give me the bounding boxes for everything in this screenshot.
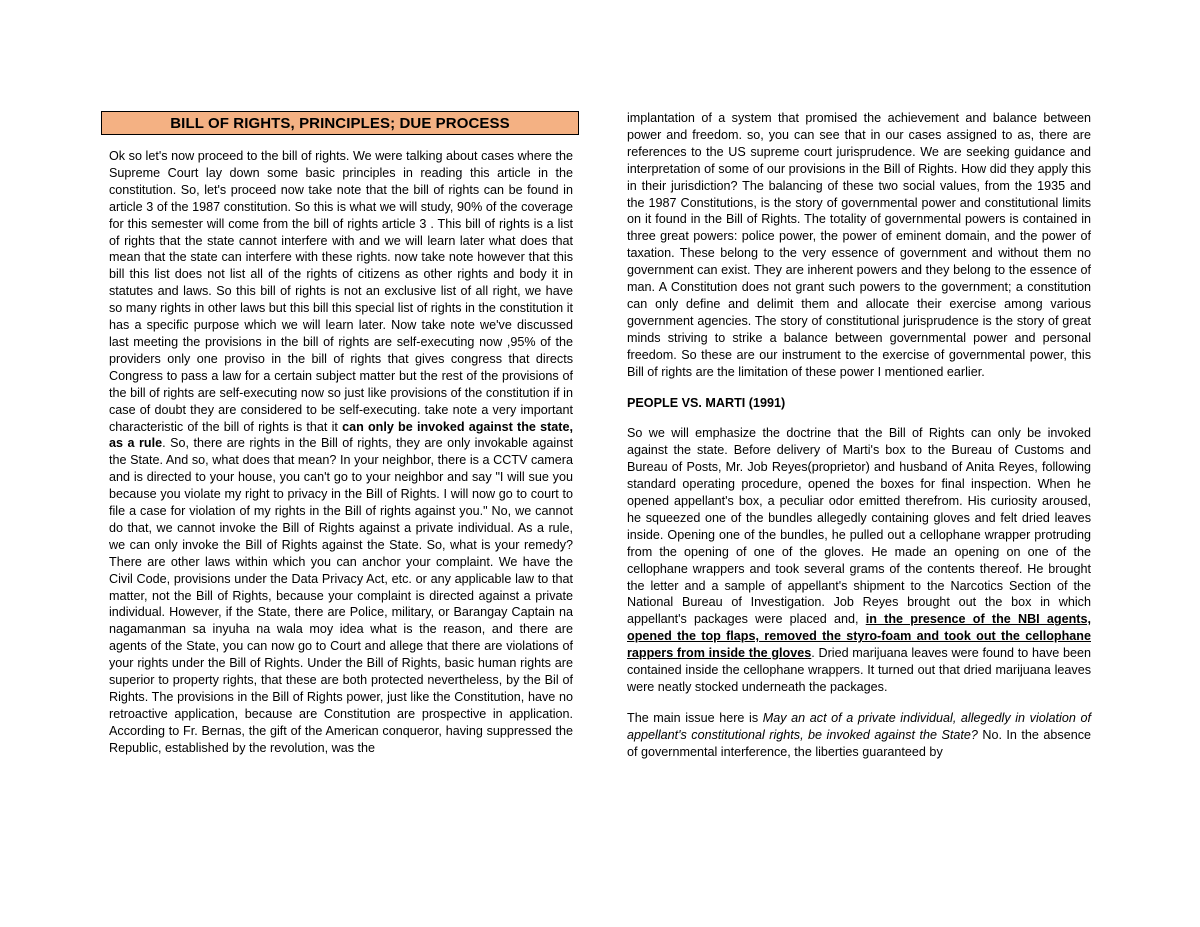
left-paragraph-text-b: . So, there are rights in the Bill of rights, they are only invokable against the State. And so, what does that mean? In your neighbor, there is a CCTV camera and is directed to your house, you can't go to your neighbor and say "I will sue you because you violate my right to privacy in the Bill of Rights. I will now go to court to file a case for violation of my rights in the Bill of rights against you." No, we cannot do that, we cannot invoke the Bill of Rights against a private individual. As a rule, we can only invoke the Bill of Rights against the State. So, what is your remedy? There are other laws within which you can anchor your complaint. We have the Civil Code, provisions under the Data Privacy Act, etc. or any applicable law to that matter, not the Bill of Rights, because your complaint is directed against a private individual. However, if the State, there are Police, military, or Barangay Captain na nagamanman sa inyuha na wala moy idea what is the reason, and there are agents of the State, you can now go to Court and allege that there are violations of your rights under the Bill of Rights. Under the Bill of Rights, basic human rights are superior to property rights, that these are both protected nevertheless, by the Bil of Rights. The provisions in the Bill of Rights power, just like the Constitution, have no retroactive application, because are Constitution are prospective in application. According to Fr. Bernas, the gift of the American conqueror, having suppressed the Republic, established by the revolution, was the: [109, 436, 574, 755]
left-column: [109, 110, 573, 757]
left-paragraph-text-a: Ok so let's now proceed to the bill of rights. We were talking about cases where the Supreme Court lay down some basic principles in reading this article in the constitution. So, let's proceed now take note that the bill of rights can be found in article 3 of the 1987 constitution. So this is what we will study, 90% of the coverage for this semester will come from the bill of rights article 3 . This bill of rights is a list of rights that the state cannot interfere with and we will learn later what does that mean that the state can interfere with these rights. now take note however that this bill this list does not list all of the rights of citizens as other rights and body it in statutes and laws. So this bill of rights is not an exclusive list of all right, we have so many rights in other laws but this bill this special list of rights in the constitution it has a specific purpose which we will learn later. Now take note we've discussed last meeting the provisions in the bill of rights are self-executing now ,95% of the providers only one proviso in the bill of rights that gives congress that directs Congress to pass a law for a certain subject matter but the rest of the provisions of the bill of rights are self-executing now so just like provisions of the constitution if in case of doubt they are considered to be self-executing. take note a very important characteristic of the bill of rights is that it: [109, 149, 573, 434]
main-issue-question: May an act of a private individual, allegedly in violation of appellant's constitutional rights, be invoked against the State?: [627, 710, 1091, 742]
right-paragraph-2: [627, 425, 1091, 696]
left-paragraph-emphasis: can only be invoked against the state, as a rule: [109, 419, 573, 451]
right-paragraph-2-underlined: in the presence of the NBI agents, opened the top flaps, removed the styro-foam and took out the cellophane rappers from inside the gloves: [627, 612, 1091, 661]
left-paragraph: [109, 148, 573, 757]
right-paragraph-2-text-b: . Dried marijuana leaves were found to have been contained inside the cellophane wrappers. It turned out that dried marijuana leaves were neatly stocked underneath the packages.: [627, 646, 1091, 694]
right-paragraph-1: implantation of a system that promised the achievement and balance between power and freedom. so, you can see that in our cases assigned to as, there are references to the US supreme court jurisprudence. We are seeking guidance and interpretation of some of our provisions in the Bill of Rights. How did they apply this in their jurisdiction? The balancing of these two social values, from the 1935 and the 1987 Constitutions, is the story of governmental power and constitutional limits on it found in the Bill of Rights. The totality of governmental powers is contained in three great powers: police power, the power of eminent domain, and the power of taxation. These belong to the very essence of government and without them no government can exist. They are inherent powers and they belong to the essence of man. A Constitution does not grant such powers to the government; a constitution can only define and delimit them and allocate their exercise among various government agencies. The story of constitutional jurisprudence is the story of great minds striving to strike a balance between governmental power and personal freedom. So these are our instrument to the exercise of governmental power, this Bill of rights are the limitation of these power I mentioned earlier.: [627, 111, 1091, 379]
right-column: [627, 110, 1091, 761]
right-paragraph-2-text-a: So we will emphasize the doctrine that the Bill of Rights can only be invoked against the state. Before delivery of Marti's box to the Bureau of Customs and Bureau of Posts, Mr. Job Reyes(proprietor) and husband of Anita Reyes, following standard operating procedure, opened the boxes for final inspection. When he opened appellant's box, a peculiar odor emitted therefrom. His curiosity aroused, he squeezed one of the bundles allegedly containing gloves and felt dried leaves inside. Opening one of the bundles, he pulled out a cellophane wrapper protruding from the opening of one of the gloves. He made an opening on one of the cellophane wrappers and took several grams of the contents thereof. He brought the letter and a sample of appellant's shipment to the Narcotics Section of the National Bureau of Investigation. Job Reyes brought out the box in which appellant's packages were placed and,: [627, 426, 1091, 627]
right-paragraph-3-text-b: No. In the absence of governmental interference, the liberties guaranteed by: [627, 727, 1092, 759]
section-title: BILL OF RIGHTS, PRINCIPLES; DUE PROCESS: [101, 111, 579, 135]
right-paragraph-3: [627, 710, 1091, 761]
case-heading: PEOPLE VS. MARTI (1991): [627, 395, 786, 410]
right-paragraph-3-text-a: The main issue here is: [627, 710, 763, 725]
